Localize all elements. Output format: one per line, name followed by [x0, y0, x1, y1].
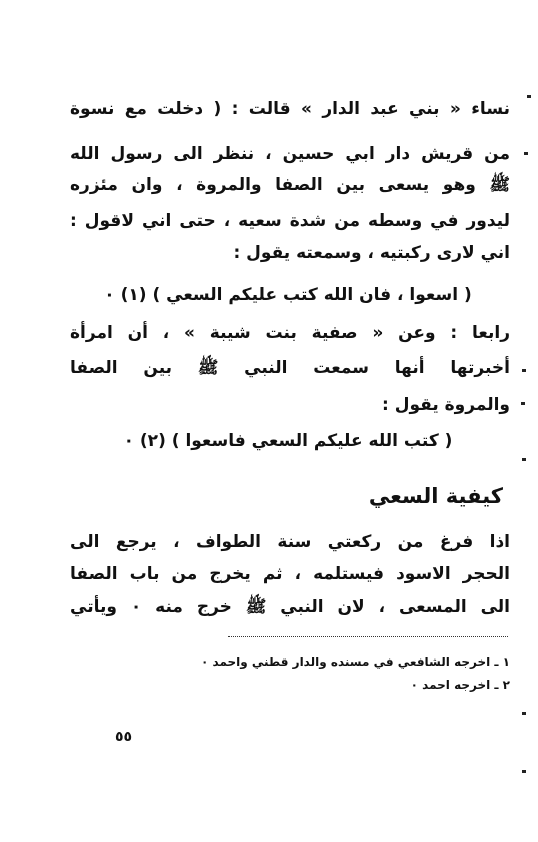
- scan-mark: [527, 95, 531, 98]
- footnote-1: ١ ـ اخرجه الشافعي في مسنده والدار قطني واحمد ٠: [201, 655, 510, 669]
- section-line-2: الحجر الاسود فيستلمه ، ثم يخرج من باب الصفا: [70, 564, 510, 584]
- text-line-7: رابعا : وعن « صفية بنت شيبة » ، أن امرأة: [70, 323, 510, 343]
- hadith-quote-1: ( اسعوا ، فان الله كتب عليكم السعي ) (١) ٠: [104, 285, 472, 305]
- scan-mark: [521, 402, 525, 405]
- section-heading: كيفية السعي: [368, 484, 503, 508]
- scan-mark: [522, 770, 526, 773]
- scan-mark: [524, 152, 528, 155]
- page-number: ٥٥: [115, 729, 133, 745]
- text-line-8: أخبرتها أنها سمعت النبي ﷺ بين الصفا: [70, 358, 510, 378]
- text-line-9: والمروة يقول :: [381, 395, 510, 415]
- text-line-1: نساء « بني عبد الدار » قالت : ( دخلت مع نسوة: [70, 99, 510, 119]
- text-line-3: ﷺ وهو يسعى بين الصفا والمروة ، وان مئزره: [70, 175, 510, 195]
- scan-mark: [522, 712, 526, 715]
- footnote-separator: [228, 636, 508, 637]
- section-line-1: اذا فرغ من ركعتي سنة الطواف ، يرجع الى: [70, 532, 510, 552]
- scan-mark: [522, 369, 526, 372]
- section-line-3: الى المسعى ، لان النبي ﷺ خرج منه ٠ ويأتي: [70, 597, 510, 617]
- text-line-2: من قريش دار ابي حسين ، ننظر الى رسول الله: [70, 144, 510, 164]
- text-line-5: اني لارى ركبتيه ، وسمعته يقول :: [233, 243, 510, 263]
- scan-mark: [522, 458, 526, 461]
- hadith-quote-2: ( كتب الله عليكم السعي فاسعوا ) (٢) ٠: [123, 431, 453, 451]
- text-line-4: ليدور في وسطه من شدة سعيه ، حتى اني لاقول :: [70, 211, 510, 231]
- footnote-2: ٢ ـ اخرجه احمد ٠: [410, 678, 510, 692]
